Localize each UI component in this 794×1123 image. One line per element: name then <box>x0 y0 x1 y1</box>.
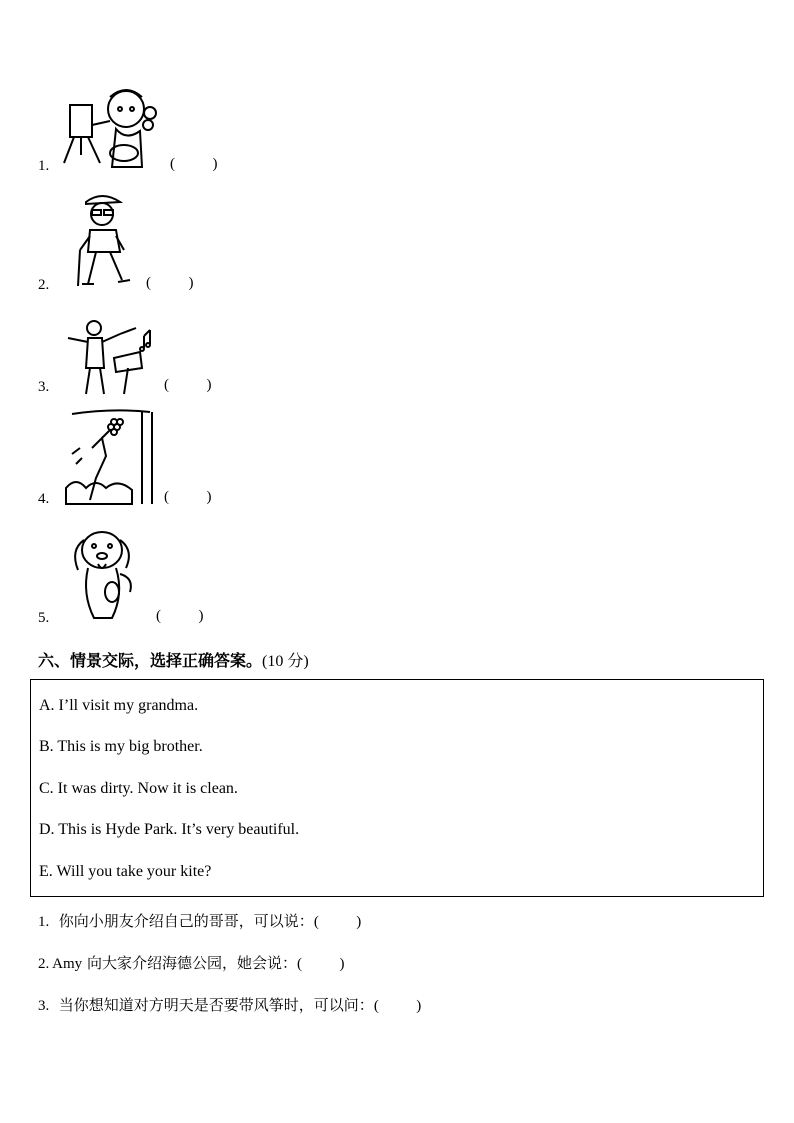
item-number: 1. <box>38 158 50 174</box>
answer-paren[interactable]: ( ) <box>146 275 194 291</box>
answer-paren[interactable]: ( ) <box>373 998 422 1014</box>
item-number: 4. <box>38 491 50 507</box>
option-a: A. I’ll visit my grandma. <box>39 697 199 714</box>
dog-icon <box>68 524 138 622</box>
item-number: 2. <box>38 277 50 293</box>
section-heading <box>38 648 309 671</box>
question-1 <box>38 910 361 931</box>
options-box <box>30 679 764 897</box>
question-number: 3. <box>38 998 50 1014</box>
question-text: 向大家介绍海德公园，她会说： <box>86 954 297 972</box>
answer-paren[interactable]: ( ) <box>313 914 362 930</box>
question-2 <box>38 952 344 973</box>
answer-paren[interactable]: ( ) <box>296 956 345 972</box>
question-number: 1. <box>38 914 50 930</box>
answer-paren[interactable]: ( ) <box>164 489 212 505</box>
answer-paren[interactable]: ( ) <box>164 377 212 393</box>
item-number: 3. <box>38 379 50 395</box>
question-number: 2. Amy <box>38 956 83 972</box>
question-text: 你向小朋友介绍自己的哥哥，可以说： <box>58 912 314 930</box>
answer-paren[interactable]: ( ) <box>156 608 204 624</box>
option-e: E. Will you take your kite? <box>39 863 212 880</box>
old-man-walking-icon <box>72 190 134 290</box>
question-3 <box>38 994 421 1015</box>
option-c: C. It was dirty. Now it is clean. <box>39 780 238 797</box>
conductor-icon <box>64 318 156 396</box>
girl-painting-icon <box>60 85 172 173</box>
section-score: (10 分) <box>262 653 309 670</box>
fox-grapes-icon <box>62 408 156 506</box>
option-b: B. This is my big brother. <box>39 738 203 755</box>
option-d: D. This is Hyde Park. It’s very beautiful. <box>39 821 300 838</box>
section-title: 六、情景交际，选择正确答案。 <box>38 651 263 670</box>
answer-paren[interactable]: ( ) <box>170 156 218 172</box>
item-number: 5. <box>38 610 50 626</box>
question-text: 当你想知道对方明天是否要带风筝时，可以问： <box>58 996 374 1014</box>
